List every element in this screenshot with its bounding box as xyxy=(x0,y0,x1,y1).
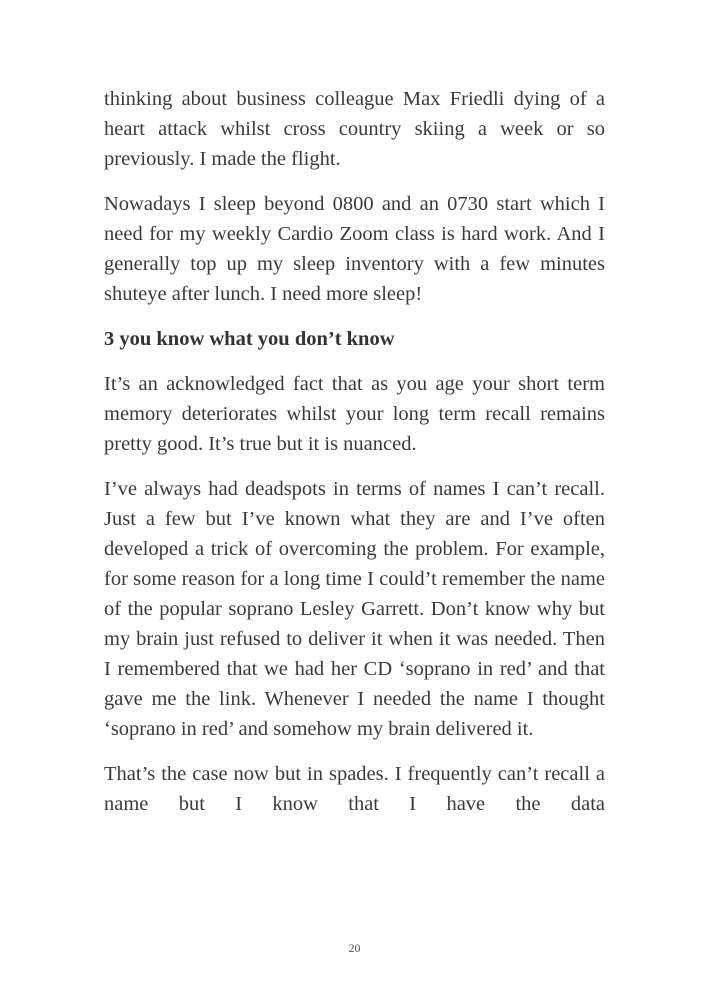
paragraph-memory: It’s an acknowledged fact that as you age your short term memory deteriorates whilst your long term recall remains pretty good. It’s true but it is nuanced. xyxy=(104,373,605,455)
body-text xyxy=(104,84,605,834)
paragraph-max-friedli: thinking about business colleague Max Friedli dying of a heart attack whilst cross country skiing a week or so previously. I made the flight. xyxy=(104,88,605,170)
page-number: 20 xyxy=(348,941,361,955)
paragraph-sleep: Nowadays I sleep beyond 0800 and an 0730 start which I need for my weekly Cardio Zoom class is hard work. And I generally top up my sleep inventory with a few minutes shuteye after lunch. I need more sleep! xyxy=(104,193,605,305)
section-heading: 3 you know what you don’t know xyxy=(104,328,395,350)
paragraph-spades: That’s the case now but in spades. I frequently can’t recall a name but I know that I have the data xyxy=(104,763,605,815)
paragraph-deadspots: I’ve always had deadspots in terms of names I can’t recall. Just a few but I’ve known what they are and I’ve often developed a trick of overcoming the problem. For example, for some reason for a long time I could’t remember the name of the popular soprano Lesley Garrett. Don’t know why but my brain just refused to deliver it when it was needed. Then I remembered that we had her CD ‘soprano in red’ and that gave me the link. Whenever I needed the name I thought ‘soprano in red’ and somehow my brain delivered it. xyxy=(104,478,605,740)
